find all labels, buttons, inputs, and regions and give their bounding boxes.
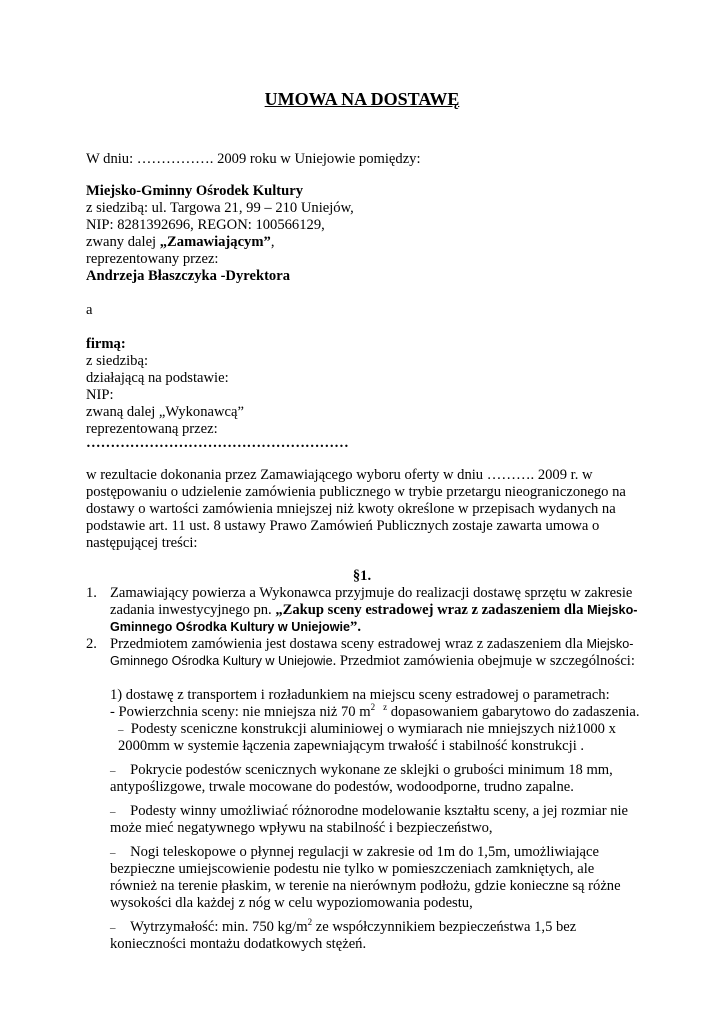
dash-bullet: – <box>110 765 116 777</box>
superscript: z <box>383 702 388 712</box>
dash-bullet: – <box>110 806 116 818</box>
area-text: dopasowaniem gabarytowo do zadaszenia. <box>387 704 640 720</box>
called-name: „Zamawiającym” <box>159 234 271 250</box>
item2-line <box>110 653 635 670</box>
ordering-party-address: z siedzibą: ul. Targowa 21, 99 – 210 Uniejów, <box>86 200 354 216</box>
document-title: UMOWA NA DOSTAWĘ <box>264 89 460 109</box>
detail-line: antypoślizgowe, trwale mocowane do podestów, wodoodporne, trudno zapalne. <box>110 779 574 795</box>
dash-bullet: – <box>118 724 124 736</box>
contractor-dots: ……………………………………………… <box>86 435 349 451</box>
item2-plain: . Przedmiot zamówienia obejmuje w szczególności: <box>332 653 635 669</box>
detail-text: Pokrycie podestów scenicznych wykonane ze sklejki o grubości minimum 18 mm, <box>130 762 613 778</box>
called-prefix: zwany dalej <box>86 234 160 250</box>
item1-sans: Gminnego Ośrodka Kultury w Uniejowie <box>110 620 351 634</box>
ordering-party-name: Miejsko-Gminny Ośrodek Kultury <box>86 183 304 199</box>
detail-line <box>110 844 599 862</box>
detail-text: ze współczynnikiem bezpieczeństwa 1,5 bez <box>312 919 577 935</box>
detail-line: 2000mm w systemie łączenia zapewniającym trwałość i stabilność konstrukcji . <box>118 738 585 754</box>
item1-plain: zadania inwestycyjnego pn. <box>110 602 276 618</box>
contractor-called: zwaną dalej „Wykonawcą” <box>86 404 244 420</box>
detail-text: Podesty sceniczne konstrukcji aluminiowej o wymiarach nie mniejszych niż1000 x <box>130 721 616 737</box>
detail-line: może mieć negatywnego wpływu na stabilność i bezpieczeństwo, <box>110 820 493 836</box>
item1-end: ”. <box>350 619 361 635</box>
area-text: - Powierzchnia sceny: nie mniejsza niż 70 m <box>110 704 371 720</box>
item2-sans: Gminnego Ośrodka Kultury w Uniejowie <box>110 654 333 668</box>
item-number: 1. <box>86 585 97 601</box>
contractor-basis: działającą na podstawie: <box>86 370 229 386</box>
result-line: postępowaniu o udzielenie zamówienia publicznego w trybie przetargu nieograniczonego na <box>86 484 626 500</box>
item2-line <box>110 636 633 653</box>
superscript: 2 <box>370 702 376 712</box>
detail-line: bezpieczne umiejscowienie podestu nie tylko w pomieszczeniach zamkniętych, ale <box>110 861 595 877</box>
result-line: następującej treści: <box>86 535 198 551</box>
detail-line <box>110 762 613 780</box>
result-line: podstawie art. 11 ust. 8 ustawy Prawo Zamówień Publicznych zostaje zawarta umowa o <box>86 518 600 534</box>
item2-plain: Przedmiotem zamówienia jest dostawa sceny estradowej wraz z zadaszeniem dla <box>110 636 587 652</box>
ordering-represented: reprezentowany przez: <box>86 251 219 267</box>
detail-line <box>110 803 628 821</box>
detail-text: Wytrzymałość: min. 750 kg/m <box>130 919 308 935</box>
contractor-seat: z siedzibą: <box>86 353 148 369</box>
item1-line: Zamawiający powierza a Wykonawca przyjmuje do realizacji dostawę sprzętu w zakresie <box>110 585 633 601</box>
contractor-nip: NIP: <box>86 387 114 403</box>
detail-line <box>110 919 576 937</box>
item-number: 2. <box>86 636 97 652</box>
result-line: dostawy o wartości zamówienia mniejszej niż kwoty określone w przepisach wydanych na <box>86 501 616 517</box>
detail-line <box>110 704 640 721</box>
called-suffix: , <box>270 234 275 250</box>
item2-sans: Miejsko- <box>586 637 634 651</box>
section-heading: §1. <box>352 568 372 584</box>
detail-line <box>118 721 616 739</box>
contractor-firm: firmą: <box>86 336 126 352</box>
and-word: a <box>86 302 93 318</box>
dash-bullet: – <box>110 847 116 859</box>
result-line: w rezultacie dokonania przez Zamawiającego wyboru oferty w dniu ………. 2009 r. w <box>86 467 593 483</box>
detail-line: konieczności montażu dodatkowych stężeń. <box>110 936 367 952</box>
item1-bold: „Zakup sceny estradowej wraz z zadaszeniem dla <box>275 602 588 618</box>
detail-line: wysokości dla każdej z nóg w celu wypoziomowania podestu, <box>110 895 473 911</box>
detail-text: Nogi teleskopowe o płynnej regulacji w zakresie od 1m do 1,5m, umożliwiające <box>130 844 599 860</box>
detail-text: Podesty winny umożliwiać różnorodne modelowanie kształtu sceny, a jej rozmiar nie <box>130 803 629 819</box>
ordering-party-called <box>86 234 274 251</box>
superscript: 2 <box>307 917 313 927</box>
dash-bullet: – <box>110 922 116 934</box>
item1-sans: Miejsko- <box>587 603 638 617</box>
detail-line: również na terenie płaskim, w terenie na nierównym podłożu, gdzie konieczne są różne <box>110 878 621 894</box>
intro-line: W dniu: ……………. 2009 roku w Uniejowie pomiędzy: <box>86 151 421 167</box>
contractor-represented: reprezentowaną przez: <box>86 421 218 437</box>
detail-line: 1) dostawę z transportem i rozładunkiem na miejscu sceny estradowej o parametrach: <box>110 687 610 703</box>
ordering-party-ids: NIP: 8281392696, REGON: 100566129, <box>86 217 325 233</box>
item1-line <box>110 602 637 619</box>
item1-line <box>110 619 361 636</box>
ordering-representative: Andrzeja Błaszczyka -Dyrektora <box>86 268 290 284</box>
